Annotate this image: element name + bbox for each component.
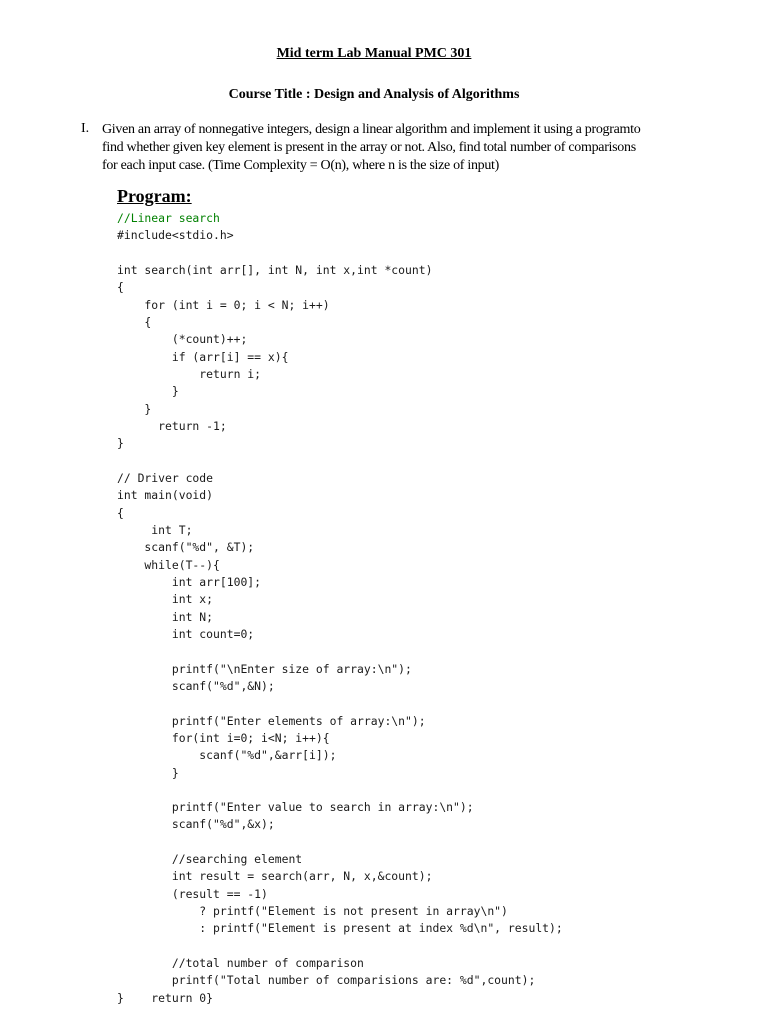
- code-line: [117, 453, 563, 470]
- code-line: int main(void): [117, 488, 214, 503]
- code-line: }: [117, 765, 179, 780]
- code-line: {: [117, 314, 152, 329]
- code-line: (result == -1): [117, 886, 268, 901]
- question-number: I.: [81, 121, 90, 136]
- code-line: //total number of comparison: [117, 956, 364, 971]
- code-line: }: [117, 384, 179, 399]
- code-line: : printf("Element is present at index %d\n", result);: [117, 921, 563, 936]
- code-line: for (int i = 0; i < N; i++): [117, 297, 330, 312]
- code-line: [117, 643, 563, 660]
- question-line: find whether given key element is present in the array or not. Also, find total number of comparisons: [102, 140, 636, 155]
- code-line: printf("Total number of comparisions are: %d",count);: [117, 973, 536, 988]
- code-line: //Linear search: [117, 211, 220, 225]
- code-line: //searching element: [117, 852, 303, 867]
- code-line: for(int i=0; i<N; i++){: [117, 730, 330, 745]
- code-line: printf("\nEnter size of array:\n");: [117, 661, 412, 676]
- code-line: }: [117, 401, 152, 416]
- code-line: scanf("%d", &T);: [117, 540, 255, 555]
- code-line: {: [117, 505, 124, 520]
- code-line: [117, 245, 563, 262]
- code-line: scanf("%d",&arr[i]);: [117, 748, 337, 763]
- code-line: printf("Enter value to search in array:\n");: [117, 800, 474, 815]
- program-heading: Program:: [117, 186, 192, 206]
- code-line: int N;: [117, 609, 214, 624]
- code-line: {: [117, 280, 124, 295]
- code-line: int x;: [117, 592, 214, 607]
- code-line: scanf("%d",&N);: [117, 678, 275, 693]
- code-line: }: [117, 436, 124, 451]
- code-line: if (arr[i] == x){: [117, 349, 289, 364]
- code-line: [117, 695, 563, 712]
- code-line: printf("Enter elements of array:\n");: [117, 713, 426, 728]
- question-text: [102, 121, 670, 175]
- code-line: (*count)++;: [117, 332, 248, 347]
- code-line: int count=0;: [117, 626, 255, 641]
- document-title: Mid term Lab Manual PMC 301: [276, 46, 472, 61]
- question-line: for each input case. (Time Complexity = O(n), where n is the size of input): [102, 158, 500, 173]
- code-line: int T;: [117, 522, 193, 537]
- code-line: } return 0}: [117, 990, 214, 1005]
- code-block: [117, 210, 563, 1007]
- code-line: [117, 834, 563, 851]
- code-line: scanf("%d",&x);: [117, 817, 275, 832]
- question-line: Given an array of nonnegative integers, design a linear algorithm and implement it using a programto: [102, 122, 641, 137]
- code-line: int arr[100];: [117, 574, 262, 589]
- code-line: int search(int arr[], int N, int x,int *count): [117, 262, 433, 277]
- code-line: while(T--){: [117, 557, 220, 572]
- course-title: Course Title : Design and Analysis of Algorithms: [228, 87, 520, 102]
- code-line: [117, 938, 563, 955]
- code-line: ? printf("Element is not present in array\n"): [117, 904, 508, 919]
- code-line: return i;: [117, 366, 262, 381]
- code-line: int result = search(arr, N, x,&count);: [117, 869, 433, 884]
- code-line: [117, 782, 563, 799]
- code-line: return -1;: [117, 418, 227, 433]
- code-line: #include<stdio.h>: [117, 228, 234, 243]
- code-line: // Driver code: [117, 470, 214, 485]
